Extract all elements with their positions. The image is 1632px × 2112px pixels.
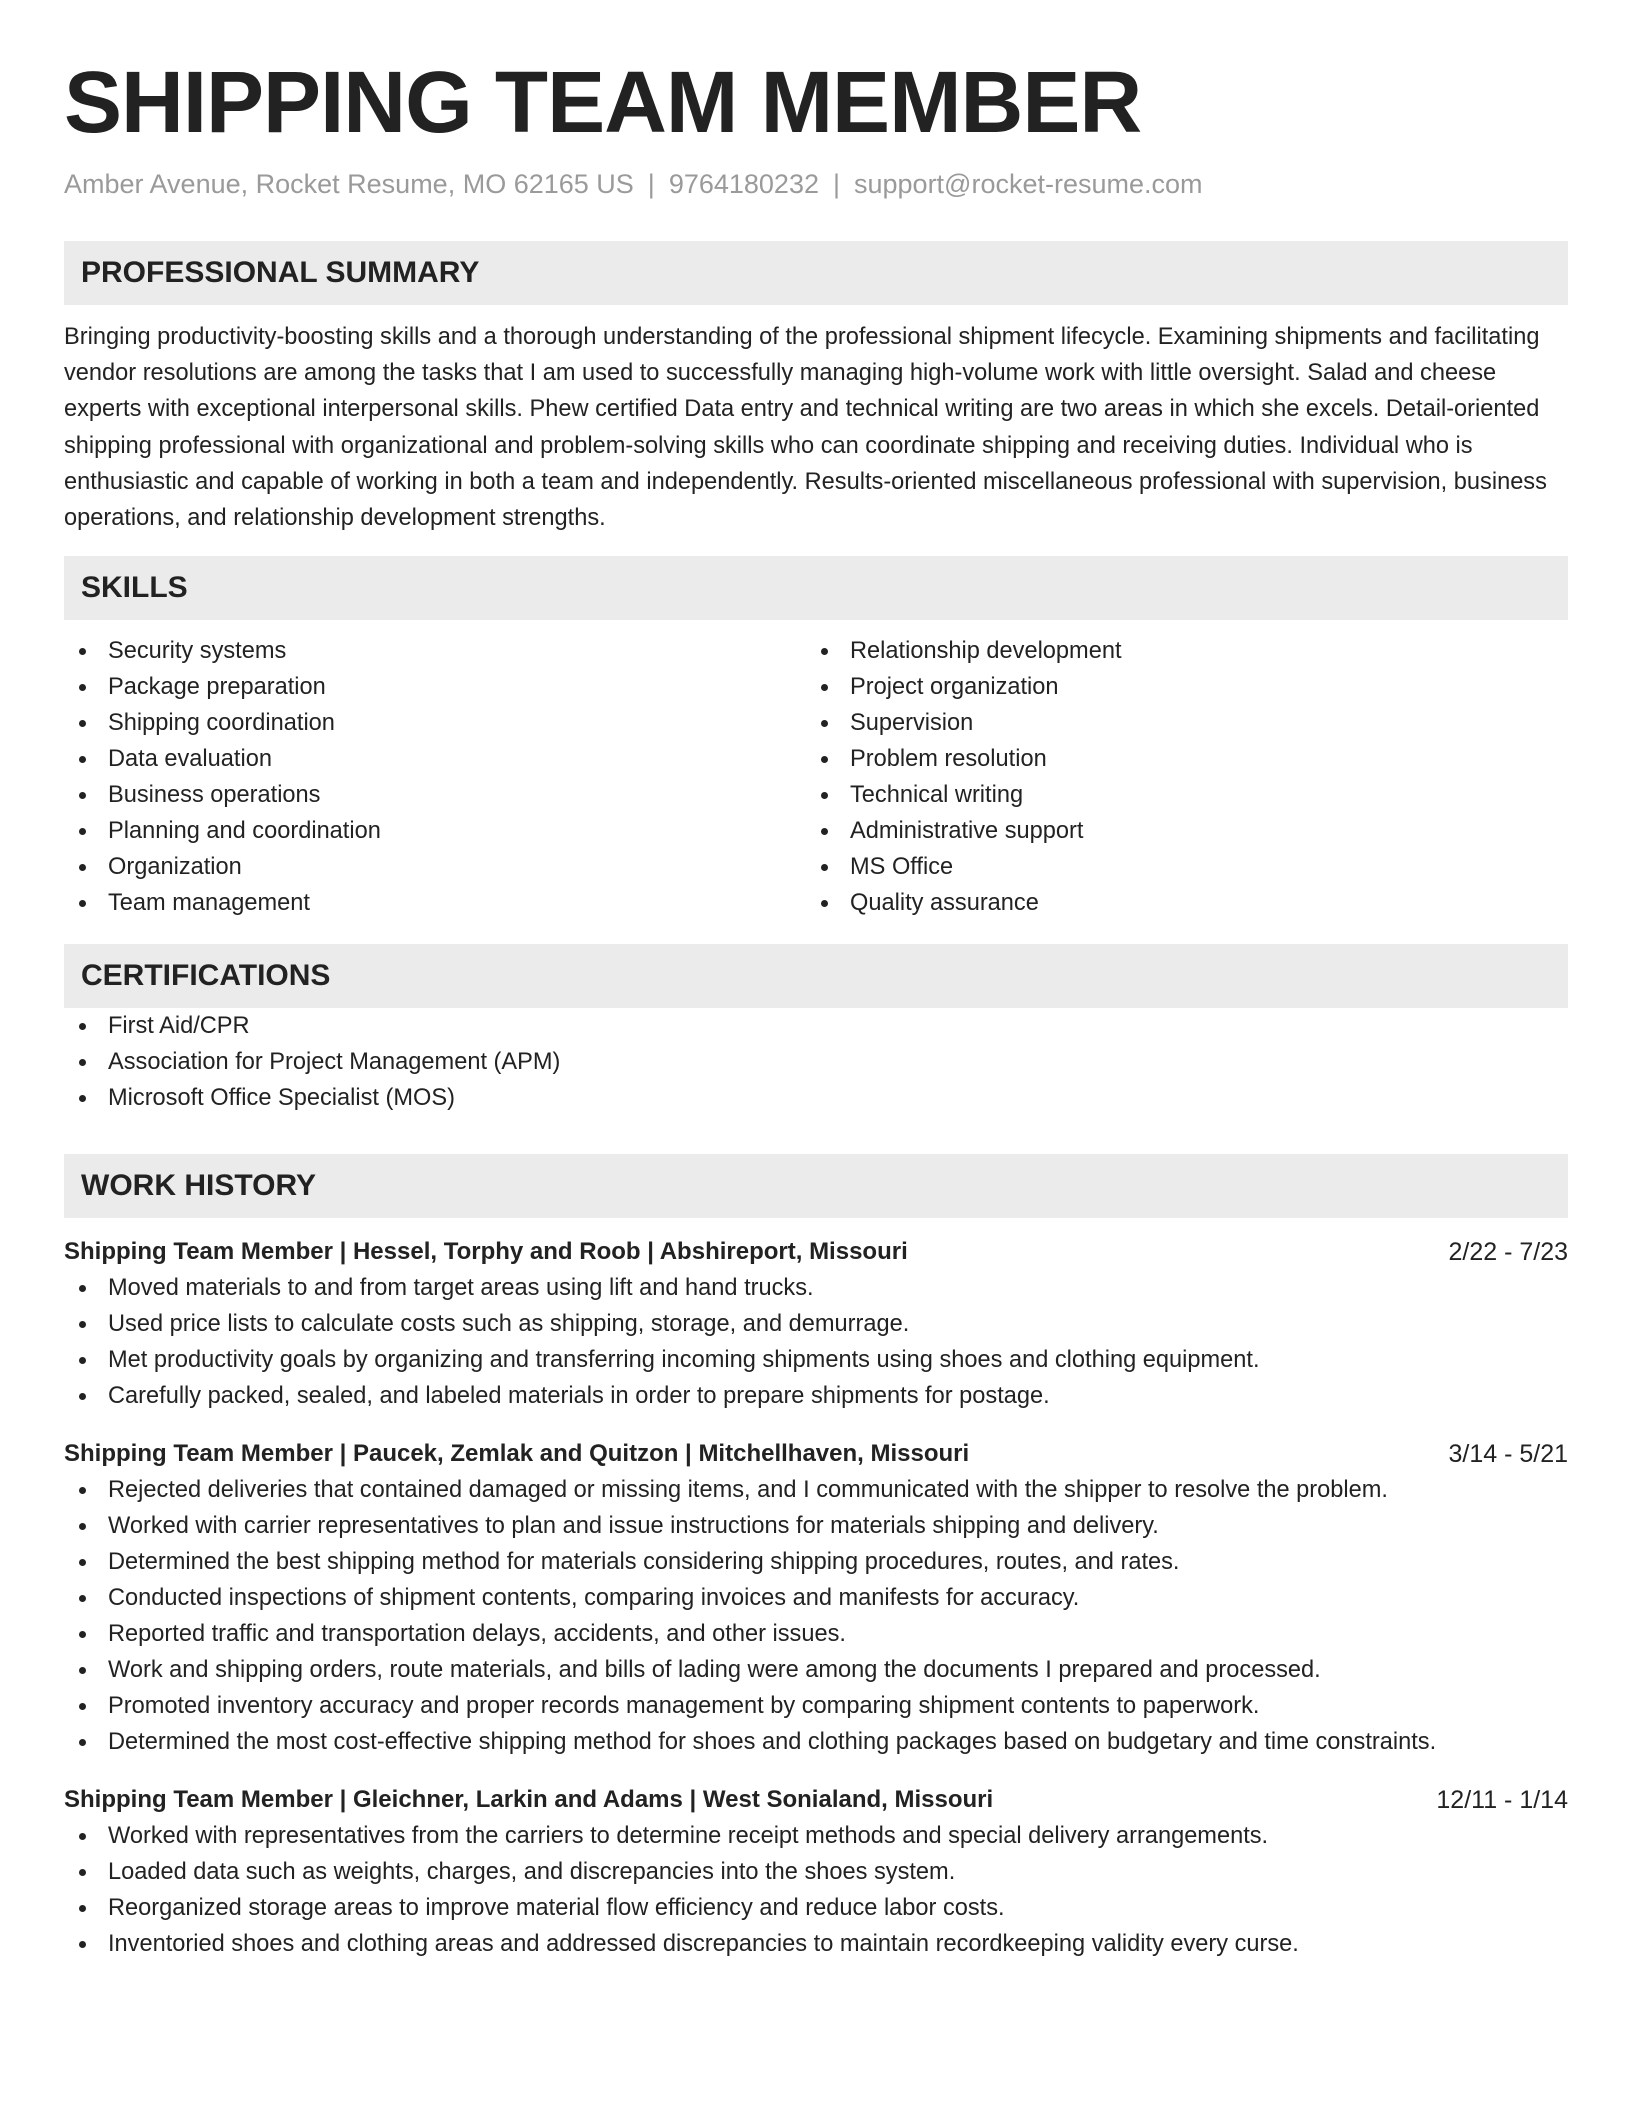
- job-bullet: Conducted inspections of shipment contents, comparing invoices and manifests for accuracy.: [64, 1580, 1568, 1616]
- job-bullets: [64, 1472, 1568, 1760]
- skills-left-list: [64, 633, 806, 921]
- job-bullet: Reorganized storage areas to improve material flow efficiency and reduce labor costs.: [64, 1890, 1568, 1926]
- resume-page: [64, 0, 1568, 1962]
- job-bullet: Determined the most cost-effective shipping method for shoes and clothing packages based on budgetary and time constraints.: [64, 1724, 1568, 1760]
- skill-item: Security systems: [64, 633, 806, 669]
- job-header: [64, 1234, 1568, 1270]
- skill-item: Project organization: [806, 669, 1548, 705]
- skill-item: MS Office: [806, 849, 1548, 885]
- skills-section-header: SKILLS: [64, 556, 1568, 620]
- job-bullet: Work and shipping orders, route materials, and bills of lading were among the documents I prepared and processed.: [64, 1652, 1568, 1688]
- certification-item: Association for Project Management (APM): [64, 1044, 1568, 1080]
- job-entry: [64, 1234, 1568, 1414]
- contact-separator: |: [647, 169, 655, 199]
- job-entry: [64, 1782, 1568, 1962]
- job-bullet: Promoted inventory accuracy and proper records management by comparing shipment contents to paperwork.: [64, 1688, 1568, 1724]
- job-bullet: Loaded data such as weights, charges, and discrepancies into the shoes system.: [64, 1854, 1568, 1890]
- summary-section-header: PROFESSIONAL SUMMARY: [64, 241, 1568, 305]
- skill-item: Quality assurance: [806, 885, 1548, 921]
- certification-item: First Aid/CPR: [64, 1008, 1568, 1044]
- job-bullet: Used price lists to calculate costs such as shipping, storage, and demurrage.: [64, 1306, 1568, 1342]
- job-bullet: Worked with carrier representatives to plan and issue instructions for materials shipping and delivery.: [64, 1508, 1568, 1544]
- contact-separator: |: [832, 169, 840, 199]
- skill-item: Relationship development: [806, 633, 1548, 669]
- job-title: Shipping Team Member | Paucek, Zemlak and Quitzon | Mitchellhaven, Missouri: [64, 1440, 970, 1468]
- job-header: [64, 1436, 1568, 1472]
- job-bullet: Met productivity goals by organizing and transferring incoming shipments using shoes and clothing equipment.: [64, 1342, 1568, 1378]
- work-history-section-header: WORK HISTORY: [64, 1154, 1568, 1218]
- summary-text: Bringing productivity-boosting skills and a thorough understanding of the professional shipment lifecycle. Examining shipments and facilitating vendor resolutions are among the tasks that I am used to successfully managing high-volume work with little oversight. Salad and cheese experts with exceptional interpersonal skills. Phew certified Data entry and technical writing are two areas in which she excels. Detail-oriented shipping professional with organizational and problem-solving skills who can coordinate shipping and receiving duties. Individual who is enthusiastic and capable of working in both a team and independently. Results-oriented miscellaneous professional with supervision, business operations, and relationship development strengths.: [64, 324, 1547, 532]
- job-bullet: Inventoried shoes and clothing areas and addressed discrepancies to maintain recordkeeping validity every curse.: [64, 1926, 1568, 1962]
- skills-right-list: [806, 633, 1548, 921]
- certifications-section-header: CERTIFICATIONS: [64, 944, 1568, 1008]
- job-title: Shipping Team Member | Hessel, Torphy and Roob | Abshireport, Missouri: [64, 1238, 908, 1266]
- skill-item: Shipping coordination: [64, 705, 806, 741]
- skill-item: Package preparation: [64, 669, 806, 705]
- job-bullets: [64, 1818, 1568, 1962]
- certification-item: Microsoft Office Specialist (MOS): [64, 1080, 1568, 1116]
- skill-item: Data evaluation: [64, 741, 806, 777]
- job-title: Shipping Team Member | Gleichner, Larkin and Adams | West Sonialand, Missouri: [64, 1786, 994, 1814]
- job-dates: 2/22 - 7/23: [1448, 1238, 1568, 1267]
- contact-address: Amber Avenue, Rocket Resume, MO 62165 US: [64, 169, 634, 199]
- job-bullet: Carefully packed, sealed, and labeled materials in order to prepare shipments for postage.: [64, 1378, 1568, 1414]
- skill-item: Technical writing: [806, 777, 1548, 813]
- job-header: [64, 1782, 1568, 1818]
- job-bullets: [64, 1270, 1568, 1414]
- skill-item: Business operations: [64, 777, 806, 813]
- job-entry: [64, 1436, 1568, 1760]
- job-bullet: Reported traffic and transportation delays, accidents, and other issues.: [64, 1616, 1568, 1652]
- skill-item: Administrative support: [806, 813, 1548, 849]
- skill-item: Problem resolution: [806, 741, 1548, 777]
- skill-item: Planning and coordination: [64, 813, 806, 849]
- contact-line: [64, 164, 1568, 204]
- skill-item: Supervision: [806, 705, 1548, 741]
- contact-phone: 9764180232: [668, 169, 819, 199]
- job-bullet: Moved materials to and from target areas using lift and hand trucks.: [64, 1270, 1568, 1306]
- skills-grid: [64, 633, 1568, 921]
- skill-item: Organization: [64, 849, 806, 885]
- job-dates: 3/14 - 5/21: [1448, 1440, 1568, 1469]
- contact-email: support@rocket-resume.com: [854, 169, 1203, 199]
- job-dates: 12/11 - 1/14: [1436, 1786, 1568, 1815]
- job-bullet: Worked with representatives from the carriers to determine receipt methods and special delivery arrangements.: [64, 1818, 1568, 1854]
- job-bullet: Determined the best shipping method for materials considering shipping procedures, routes, and rates.: [64, 1544, 1568, 1580]
- candidate-name: SHIPPING TEAM MEMBER: [64, 54, 1142, 151]
- certifications-list: [64, 1008, 1568, 1116]
- job-bullet: Rejected deliveries that contained damaged or missing items, and I communicated with the shipper to resolve the problem.: [64, 1472, 1568, 1508]
- skill-item: Team management: [64, 885, 806, 921]
